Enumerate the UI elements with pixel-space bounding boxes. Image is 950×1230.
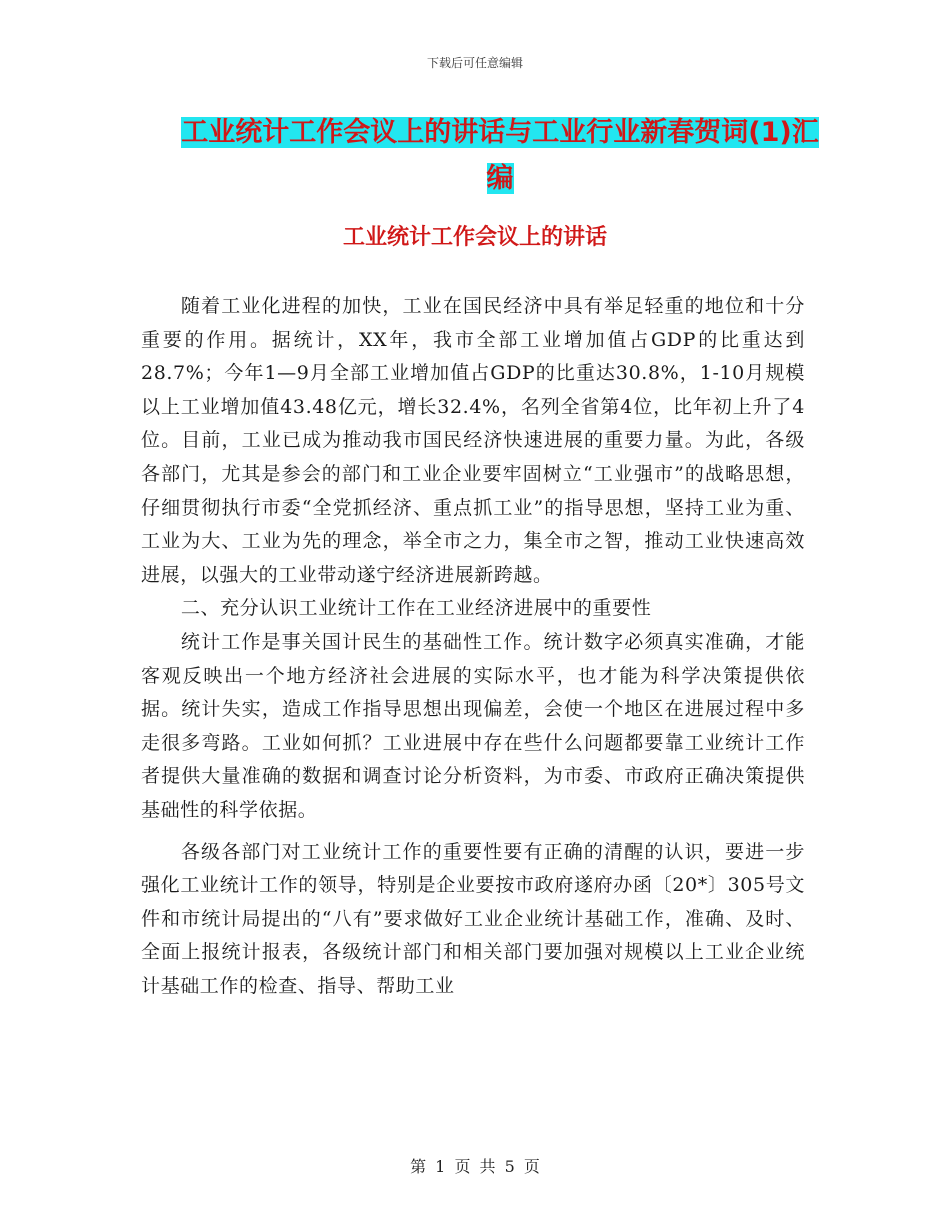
document-title-line-1: 工业统计工作会议上的讲话与工业行业新春贺词(1)汇 (181, 117, 819, 148)
section-title: 工业统计工作会议上的讲话 (342, 225, 607, 250)
document-title-line-2: 编 (486, 163, 514, 194)
paragraph-4: 各级各部门对工业统计工作的重要性要有正确的清醒的认识，要进一步强化工业统计工作的领导，特别是企业要按市政府遂府办函〔20*〕305号文件和市统计局提出的“八有”要求做好工业企业统计基础工作，准确、及时、全面上报统计报表，各级统计部门和相关部门要加强对规模以上工业企业统计基础工作的检查、指导、帮助工业 (141, 840, 805, 997)
header-note: 下载后可任意编辑 (426, 56, 523, 70)
document-title (180, 110, 820, 202)
page-number: 第 1 页 共 5 页 (410, 1157, 540, 1176)
paragraph-1: 随着工业化进程的加快，工业在国民经济中具有举足轻重的地位和十分重要的作用。据统计，XX年，我市全部工业增加值占GDP的比重达到28.7%；今年1—9月全部工业增加值占GDP的比重达30.8%，1-10月规模以上工业增加值43.48亿元，增长32.4%，名列全省第4位，比年初上升了4位。目前，工业已成为推动我市国民经济快速进展的重要力量。为此，各级各部门，尤其是参会的部门和工业企业要牢固树立“工业强市”的战略思想，仔细贯彻执行市委“全党抓经济、重点抓工业”的指导思想，坚持工业为重、工业为大、工业为先的理念，举全市之力，集全市之智，推动工业快速高效进展，以强大的工业带动遂宁经济进展新跨越。 (141, 295, 805, 586)
document-body (141, 290, 805, 1003)
paragraph-3: 统计工作是事关国计民生的基础性工作。统计数字必须真实准确，才能客观反映出一个地方经济社会进展的实际水平，也才能为科学决策提供依据。统计失实，造成工作指导思想出现偏差，会使一个地区在进展过程中多走很多弯路。工业如何抓？工业进展中存在些什么问题都要靠工业统计工作者提供大量准确的数据和调查讨论分析资料，为市委、市政府正确决策提供基础性的科学依据。 (141, 630, 805, 821)
paragraph-2-heading: 二、充分认识工业统计工作在工业经济进展中的重要性 (180, 597, 652, 620)
